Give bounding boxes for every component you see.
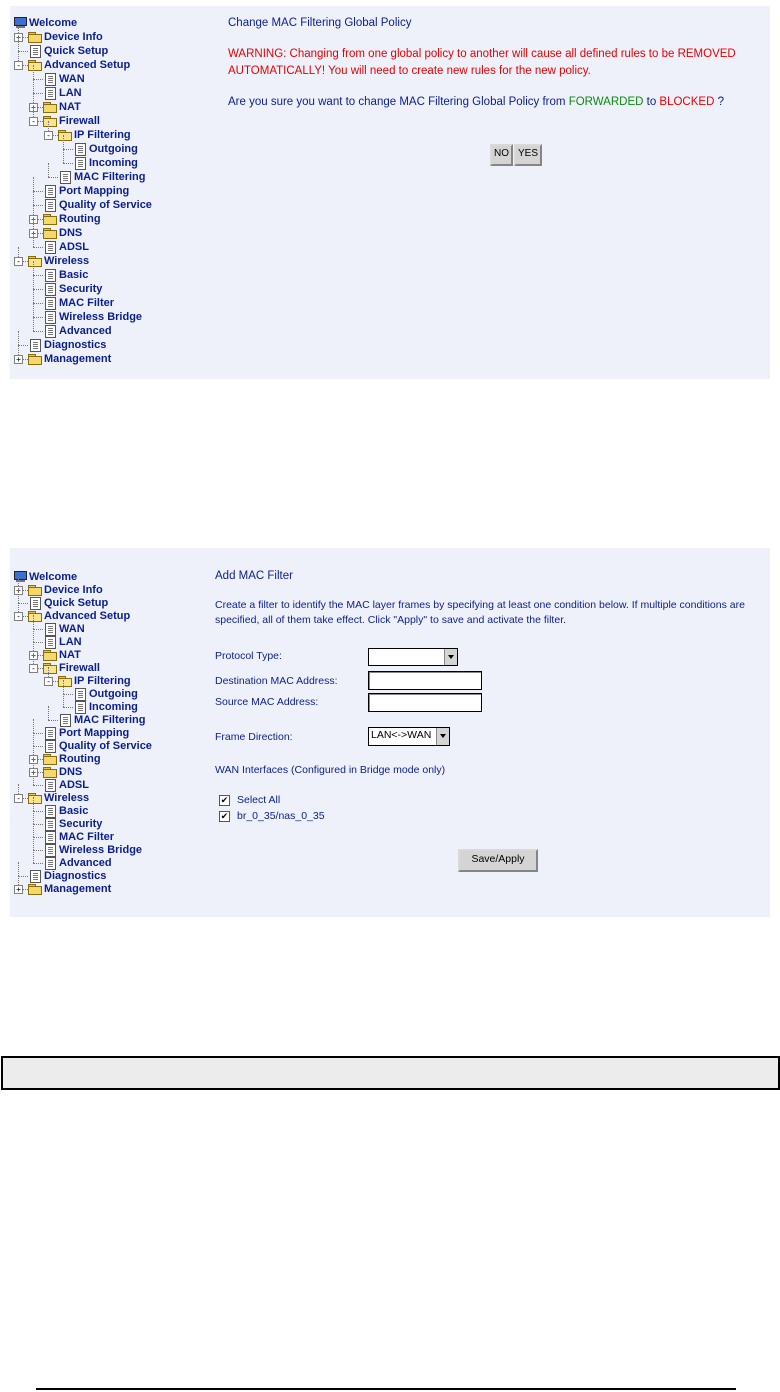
tree-connector xyxy=(33,289,43,290)
tree-connector xyxy=(33,836,34,850)
tree-item[interactable] xyxy=(14,296,214,310)
collapse-icon[interactable]: - xyxy=(29,664,38,673)
tree-item[interactable] xyxy=(14,58,214,72)
open-folder-icon xyxy=(28,256,41,266)
page-icon xyxy=(45,311,56,324)
tree-item[interactable] xyxy=(14,726,214,740)
tree-item[interactable] xyxy=(14,648,214,662)
tree-label: Outgoing xyxy=(89,143,138,155)
description-line-1: Create a filter to identify the MAC layer frames by specifying at least one condition below. If multiple conditions are xyxy=(215,599,745,611)
chevron-down-icon[interactable] xyxy=(444,649,457,665)
tree-connector xyxy=(63,149,64,163)
page-icon xyxy=(75,157,86,170)
tree-connector xyxy=(33,732,34,746)
select-all-label: Select All xyxy=(237,794,281,806)
tree-connector xyxy=(33,79,34,93)
open-folder-icon xyxy=(58,130,71,140)
tree-label: MAC Filter xyxy=(59,297,114,309)
tree-connector xyxy=(63,693,64,707)
tree-connector xyxy=(33,317,34,331)
mac-policy-screenshot xyxy=(10,6,770,379)
tree-label: Routing xyxy=(59,213,101,225)
tree-item[interactable] xyxy=(14,324,214,338)
tree-connector xyxy=(33,628,34,642)
computer-icon xyxy=(14,571,27,582)
open-folder-icon xyxy=(28,793,41,803)
page-icon xyxy=(45,241,56,254)
tree-connector xyxy=(33,642,43,643)
page-icon xyxy=(45,297,56,310)
tree-label: Port Mapping xyxy=(59,185,130,197)
tree-connector xyxy=(48,720,58,721)
collapse-icon[interactable]: - xyxy=(44,131,53,140)
tree-item[interactable] xyxy=(14,44,214,58)
tree-item[interactable] xyxy=(14,156,214,170)
page-icon xyxy=(60,171,71,184)
tree-item[interactable] xyxy=(14,609,214,623)
protocol-type-label: Protocol Type: xyxy=(215,650,282,662)
tree-item[interactable] xyxy=(14,635,214,649)
frame-direction-select[interactable] xyxy=(368,727,450,746)
tree-item[interactable] xyxy=(14,596,214,610)
tree-connector xyxy=(33,289,34,303)
tree-connector xyxy=(33,810,34,824)
tree-item[interactable] xyxy=(14,674,214,688)
tree-label: Advanced xyxy=(59,325,112,337)
collapse-icon[interactable]: - xyxy=(44,677,53,686)
page-icon xyxy=(75,143,86,156)
page-icon xyxy=(45,185,56,198)
folder-icon xyxy=(43,650,56,660)
tree-label: Wireless Bridge xyxy=(59,844,143,856)
tree-item[interactable] xyxy=(14,142,214,156)
add-mac-filter-screenshot xyxy=(10,548,770,917)
page-icon xyxy=(45,73,56,86)
tree-item[interactable] xyxy=(14,310,214,324)
tree-label: ADSL xyxy=(59,241,89,253)
tree-label: LAN xyxy=(59,87,82,99)
tree-connector xyxy=(33,719,34,733)
tree-connector xyxy=(33,629,43,630)
tree-label: Advanced xyxy=(59,857,112,869)
tree-item[interactable] xyxy=(14,700,214,714)
tree-connector xyxy=(48,706,49,720)
collapse-icon[interactable]: - xyxy=(14,794,23,803)
open-folder-icon xyxy=(58,676,71,686)
select-all-checkbox[interactable]: ✔ xyxy=(220,795,229,805)
no-button[interactable]: NO xyxy=(490,144,513,166)
to-policy: BLOCKED xyxy=(659,96,715,108)
tree-item[interactable] xyxy=(14,739,214,753)
tree-label: Advanced Setup xyxy=(44,59,131,71)
folder-icon xyxy=(28,354,41,364)
tree-item[interactable] xyxy=(14,72,214,86)
tree-connector xyxy=(33,303,34,317)
tree-connector xyxy=(33,275,34,289)
folder-icon xyxy=(43,754,56,764)
tree-label: NAT xyxy=(59,649,81,661)
dest-mac-label: Destination MAC Address: xyxy=(215,675,338,687)
tree-label: Outgoing xyxy=(89,688,138,700)
tree-label: DNS xyxy=(59,227,83,239)
tree-connector xyxy=(33,191,34,205)
tree-item[interactable] xyxy=(14,268,214,282)
tree-connector xyxy=(48,177,58,178)
tree-label: Basic xyxy=(59,805,89,817)
chevron-down-icon[interactable] xyxy=(436,728,449,745)
tree-label: DNS xyxy=(59,766,83,778)
footer-divider xyxy=(36,1388,736,1390)
tree-label: MAC Filtering xyxy=(74,171,146,183)
tree-label: Management xyxy=(44,883,112,895)
tree-item[interactable] xyxy=(14,804,214,818)
tree-label: Welcome xyxy=(29,17,78,29)
tree-item[interactable] xyxy=(14,212,214,226)
tree-connector xyxy=(18,876,28,877)
interface-checkbox[interactable]: ✔ xyxy=(220,811,229,821)
src-mac-input[interactable] xyxy=(368,693,482,712)
frame-direction-label: Frame Direction: xyxy=(215,731,293,743)
folder-icon xyxy=(43,214,56,224)
tree-connector xyxy=(63,135,64,149)
expand-icon[interactable]: + xyxy=(29,103,38,112)
src-mac-label: Source MAC Address: xyxy=(215,696,319,708)
tree-connector xyxy=(33,93,43,94)
dest-mac-input[interactable] xyxy=(368,671,482,690)
tree-connector xyxy=(33,79,43,80)
tree-connector xyxy=(18,51,28,52)
tree-label: Diagnostics xyxy=(44,339,107,351)
tree-connector xyxy=(33,746,43,747)
tree-connector xyxy=(33,275,43,276)
page-icon xyxy=(45,283,56,296)
page-icon xyxy=(30,339,41,352)
tree-label: Management xyxy=(44,353,112,365)
tree-label: Incoming xyxy=(89,157,138,169)
tree-item-welcome[interactable] xyxy=(14,16,214,30)
collapse-icon[interactable]: - xyxy=(29,117,38,126)
tree-label: MAC Filter xyxy=(59,831,114,843)
page-title: Add MAC Filter xyxy=(215,570,293,582)
tree-item[interactable] xyxy=(14,778,214,792)
tree-label: Device Info xyxy=(44,584,103,596)
page-icon xyxy=(30,45,41,58)
tree-item[interactable] xyxy=(14,338,214,352)
description-line-2: specified, all of them take effect. Click "Apply" to save and activate the filter. xyxy=(215,614,567,626)
tree-connector xyxy=(33,177,34,191)
tree-item[interactable] xyxy=(14,240,214,254)
tree-label: Firewall xyxy=(59,662,100,674)
tree-item[interactable] xyxy=(14,128,214,142)
tree-connector xyxy=(33,331,43,332)
folder-icon xyxy=(28,32,41,42)
expand-icon[interactable]: + xyxy=(14,355,23,364)
expand-icon[interactable]: + xyxy=(29,651,38,660)
tree-connector xyxy=(63,694,73,695)
tree-item[interactable] xyxy=(14,856,214,870)
tree-label: LAN xyxy=(59,636,82,648)
note-box xyxy=(1,1056,780,1090)
expand-icon[interactable]: + xyxy=(29,229,38,238)
folder-icon xyxy=(28,884,41,894)
warning-line-2: AUTOMATICALLY! You will need to create new rules for the new policy. xyxy=(228,65,591,77)
tree-label: NAT xyxy=(59,101,81,113)
expand-icon[interactable]: + xyxy=(29,755,38,764)
tree-connector xyxy=(63,163,73,164)
question-mid: to xyxy=(643,96,660,108)
tree-item-welcome[interactable] xyxy=(14,570,214,584)
tree-label: IP Filtering xyxy=(74,129,131,141)
folder-icon xyxy=(43,102,56,112)
tree-connector xyxy=(33,785,43,786)
yes-button[interactable]: YES xyxy=(514,144,542,166)
tree-item[interactable] xyxy=(14,30,214,44)
tree-item[interactable] xyxy=(14,114,214,128)
tree-connector xyxy=(33,863,43,864)
tree-item[interactable] xyxy=(14,765,214,779)
tree-item[interactable] xyxy=(14,817,214,831)
question-prefix: Are you sure you want to change MAC Filtering Global Policy from xyxy=(228,96,569,108)
expand-icon[interactable]: + xyxy=(14,586,23,595)
open-folder-icon xyxy=(43,663,56,673)
tree-connector xyxy=(18,331,19,345)
question-suffix: ? xyxy=(714,96,724,108)
tree-label: Welcome xyxy=(29,571,78,583)
open-folder-icon xyxy=(28,60,41,70)
tree-item[interactable] xyxy=(14,687,214,701)
tree-label: Device Info xyxy=(44,31,103,43)
tree-item[interactable] xyxy=(14,869,214,883)
tree-connector xyxy=(18,345,28,346)
tree-label: Security xyxy=(59,283,103,295)
tree-connector xyxy=(33,837,43,838)
tree-item[interactable] xyxy=(14,583,214,597)
tree-connector xyxy=(63,680,64,694)
tree-item[interactable] xyxy=(14,830,214,844)
confirm-question xyxy=(228,96,724,108)
tree-connector xyxy=(33,849,34,863)
tree-item[interactable] xyxy=(14,226,214,240)
tree-label: IP Filtering xyxy=(74,675,131,687)
tree-label: Quality of Service xyxy=(59,740,152,752)
expand-icon[interactable]: + xyxy=(29,215,38,224)
folder-icon xyxy=(28,585,41,595)
tree-label: MAC Filtering xyxy=(74,714,146,726)
page-icon xyxy=(45,325,56,338)
tree-label: Diagnostics xyxy=(44,870,107,882)
tree-item[interactable] xyxy=(14,791,214,805)
tree-item[interactable] xyxy=(14,86,214,100)
tree-connector xyxy=(33,615,34,629)
frame-direction-value: LAN<->WAN xyxy=(371,729,432,741)
open-folder-icon xyxy=(28,611,41,621)
folder-icon xyxy=(43,228,56,238)
interface-label: br_0_35/nas_0_35 xyxy=(237,810,325,822)
tree-label: Quick Setup xyxy=(44,597,109,609)
tree-connector xyxy=(33,733,43,734)
warning-line-1: WARNING: Changing from one global policy to another will cause all defined rules to be REMOVED xyxy=(228,48,736,60)
collapse-icon[interactable]: - xyxy=(14,257,23,266)
tree-label: Advanced Setup xyxy=(44,610,131,622)
open-folder-icon xyxy=(43,116,56,126)
tree-connector xyxy=(33,771,34,785)
tree-label: Firewall xyxy=(59,115,100,127)
tree-item[interactable] xyxy=(14,752,214,766)
wan-interfaces-label: WAN Interfaces (Configured in Bridge mode only) xyxy=(215,764,446,776)
tree-item[interactable] xyxy=(14,184,214,198)
tree-connector xyxy=(33,303,43,304)
tree-item[interactable] xyxy=(14,352,214,366)
expand-icon[interactable]: + xyxy=(14,33,23,42)
tree-connector xyxy=(18,589,19,603)
tree-label: Wireless xyxy=(44,792,90,804)
tree-label: Security xyxy=(59,818,103,830)
tree-item[interactable] xyxy=(14,622,214,636)
tree-connector xyxy=(33,317,43,318)
tree-label: Quick Setup xyxy=(44,45,109,57)
tree-item[interactable] xyxy=(14,661,214,675)
description xyxy=(215,598,755,628)
page-icon xyxy=(45,87,56,100)
tree-connector xyxy=(63,707,73,708)
tree-label: Wireless xyxy=(44,255,90,267)
tree-item[interactable] xyxy=(14,713,214,727)
tree-connector xyxy=(33,191,43,192)
tree-label: Wireless Bridge xyxy=(59,311,143,323)
tree-connector xyxy=(48,163,49,177)
tree-label: WAN xyxy=(59,623,85,635)
tree-item[interactable] xyxy=(14,198,214,212)
from-policy: FORWARDED xyxy=(568,96,644,108)
expand-icon[interactable]: + xyxy=(29,768,38,777)
save-apply-button[interactable]: Save/Apply xyxy=(458,849,538,872)
tree-item[interactable] xyxy=(14,170,214,184)
tree-item[interactable] xyxy=(14,882,214,896)
tree-label: ADSL xyxy=(59,779,89,791)
tree-connector xyxy=(33,205,43,206)
tree-connector xyxy=(18,862,19,876)
page-icon xyxy=(45,269,56,282)
tree-connector xyxy=(33,823,34,837)
tree-connector xyxy=(18,603,28,604)
tree-item[interactable] xyxy=(14,282,214,296)
page-title: Change MAC Filtering Global Policy xyxy=(228,17,412,29)
protocol-type-select[interactable] xyxy=(368,648,458,666)
tree-label: Routing xyxy=(59,753,101,765)
page-icon xyxy=(45,199,56,212)
tree-connector xyxy=(33,261,34,275)
tree-connector xyxy=(33,233,34,247)
tree-label: WAN xyxy=(59,73,85,85)
tree-label: Port Mapping xyxy=(59,727,130,739)
tree-item[interactable] xyxy=(14,843,214,857)
tree-connector xyxy=(63,149,73,150)
tree-label: Basic xyxy=(59,269,89,281)
collapse-icon[interactable]: - xyxy=(14,61,23,70)
tree-label: Incoming xyxy=(89,701,138,713)
tree-connector xyxy=(33,824,43,825)
tree-label: Quality of Service xyxy=(59,199,152,211)
computer-icon xyxy=(14,17,27,28)
folder-icon xyxy=(43,767,56,777)
tree-item[interactable] xyxy=(14,100,214,114)
tree-connector xyxy=(33,797,34,811)
tree-connector xyxy=(33,247,43,248)
tree-connector xyxy=(33,850,43,851)
collapse-icon[interactable]: - xyxy=(14,612,23,621)
tree-connector xyxy=(18,37,19,51)
tree-connector xyxy=(33,65,34,79)
expand-icon[interactable]: + xyxy=(14,885,23,894)
tree-item[interactable] xyxy=(14,254,214,268)
tree-connector xyxy=(33,811,43,812)
